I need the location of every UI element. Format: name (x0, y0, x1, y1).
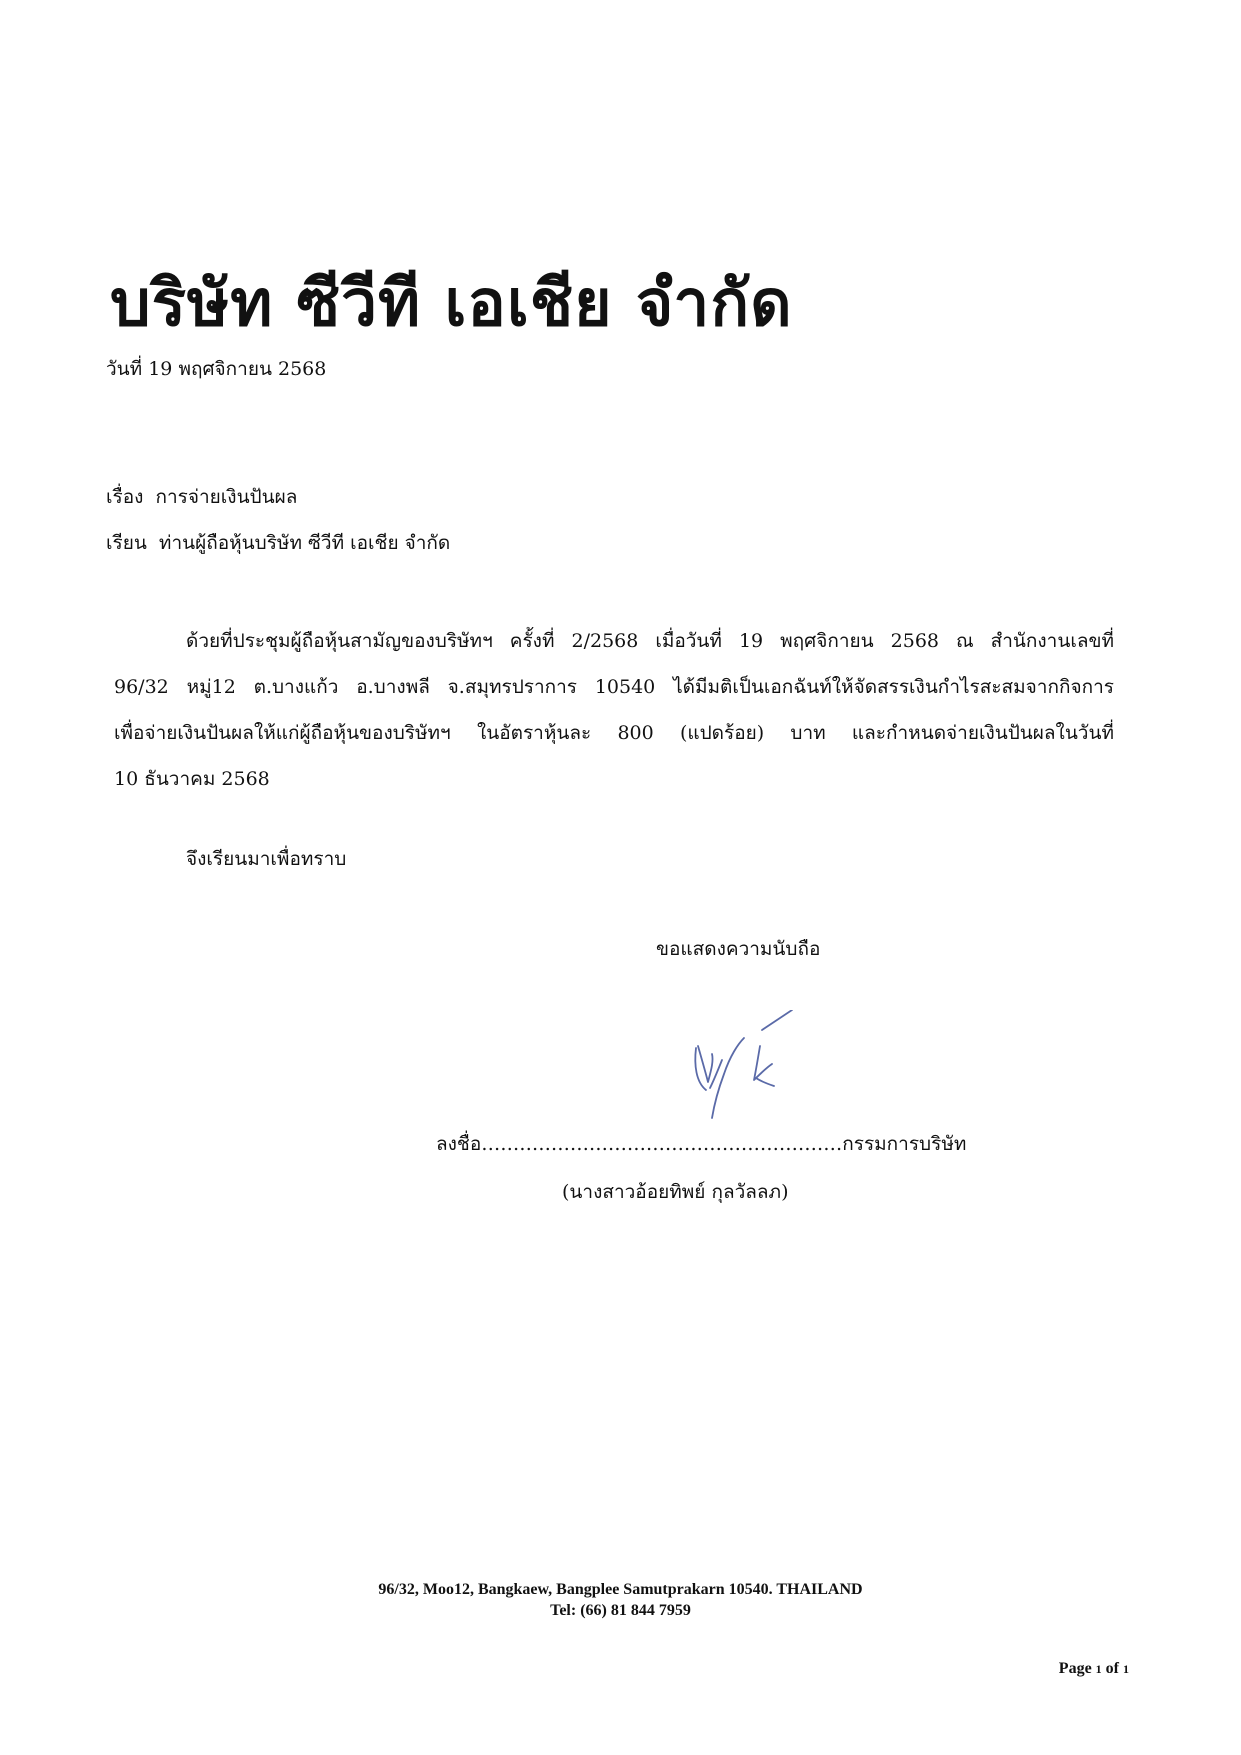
body-line: 10 ธันวาคม 2568 (114, 768, 270, 790)
recipient-label: เรียน (106, 532, 147, 554)
page-current: 1 (1095, 1662, 1102, 1676)
sign-prefix: ลงชื่อ (436, 1133, 482, 1155)
body-paragraph (114, 618, 1114, 802)
body-line: 96/32 หมู่12 ต.บางแก้ว อ.บางพลี จ.สมุทรปราการ 10540 ได้มีมติเป็นเอกฉันท์ให้จัดสรรเงินกำไรสะสมจากกิจการ (114, 676, 1114, 698)
page-total: 1 (1123, 1662, 1129, 1676)
recipient-text: ท่านผู้ถือหุ้นบริษัท ซีวีที เอเชีย จำกัด (158, 532, 451, 554)
body-line: ด้วยที่ประชุมผู้ถือหุ้นสามัญของบริษัทฯ ครั้งที่ 2/2568 เมื่อวันที่ 19 พฤศจิกายน 2568 ณ สำนักงานเลขที่ (186, 630, 1114, 652)
company-name-heading: บริษัท ซีวีที เอเชีย จำกัด (110, 266, 793, 341)
date-line: วันที่ 19 พฤศจิกายน 2568 (106, 358, 327, 380)
sign-dots: ………………………………………………… (481, 1133, 843, 1155)
page-number (1059, 1660, 1129, 1678)
subject-line (106, 488, 297, 507)
signer-name: (นางสาวอ้อยทิพย์ กุลวัลลภ) (562, 1181, 789, 1203)
signature-line (436, 1135, 966, 1154)
regards-line: ขอแสดงความนับถือ (656, 938, 821, 960)
sign-title: กรรมการบริษัท (842, 1133, 967, 1155)
page-label: Page (1058, 1660, 1092, 1677)
subject-label: เรื่อง (106, 486, 144, 508)
recipient-line (106, 534, 450, 553)
subject-text: การจ่ายเงินปันผล (155, 486, 298, 508)
handwritten-signature (688, 1010, 808, 1130)
footer-address: 96/32, Moo12, Bangkaew, Bangplee Samutprakarn 10540. THAILAND (378, 1581, 863, 1598)
body-line: เพื่อจ่ายเงินปันผลให้แก่ผู้ถือหุ้นของบริษัทฯ ในอัตราหุ้นละ 800 (แปดร้อย) บาท และกำหนดจ่ายเงินปันผลในวันที่ (114, 722, 1114, 744)
page-of: of (1105, 1660, 1119, 1677)
closing-line: จึงเรียนมาเพื่อทราบ (186, 848, 347, 870)
footer-tel: Tel: (66) 81 844 7959 (550, 1602, 691, 1619)
